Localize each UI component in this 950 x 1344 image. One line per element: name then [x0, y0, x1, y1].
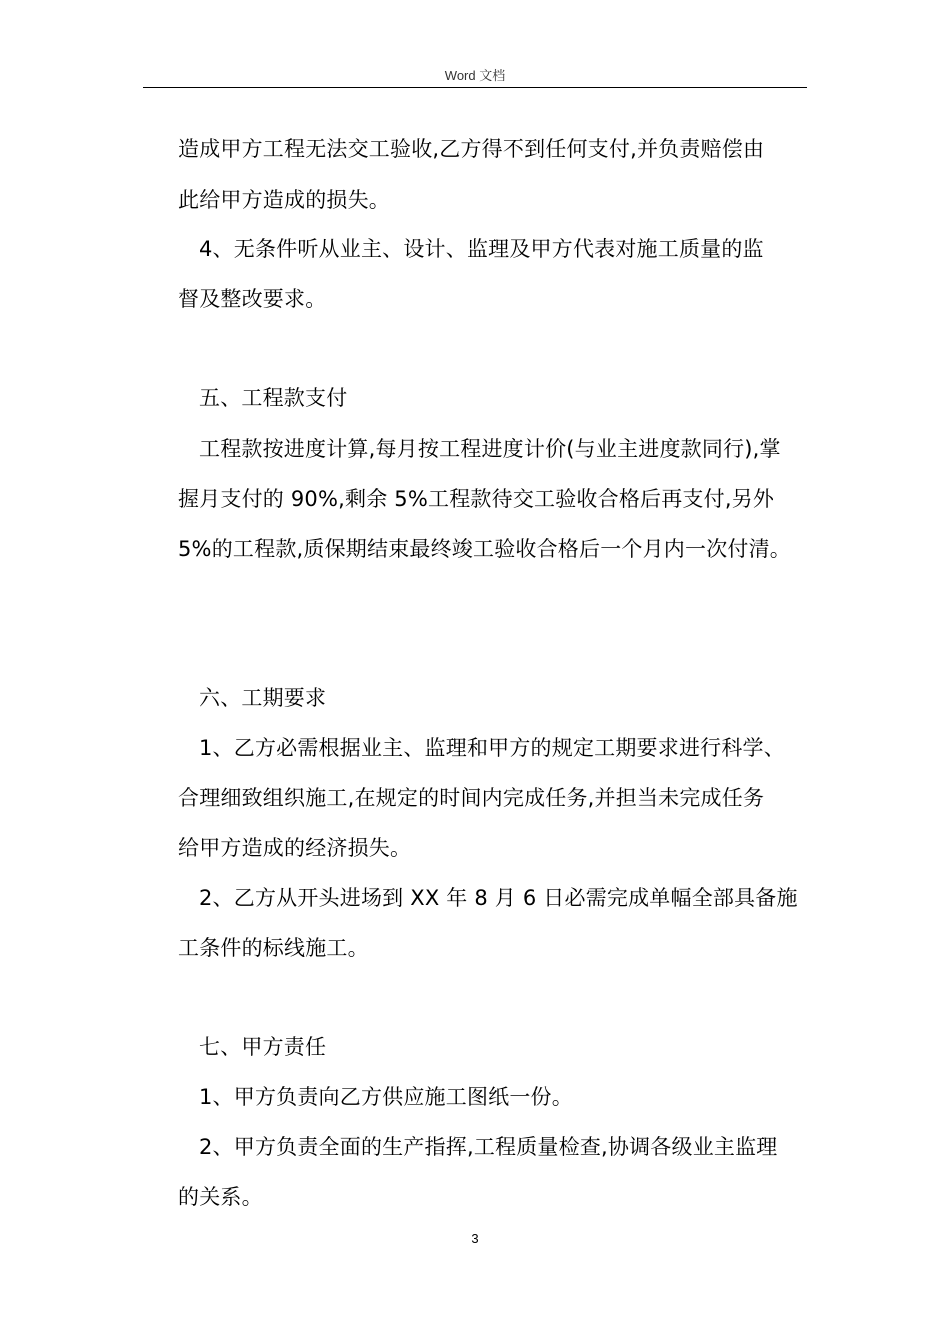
header-divider	[143, 87, 807, 88]
section-heading: 五、工程款支付	[199, 386, 348, 410]
body-line: 此给甲方造成的损失。	[178, 188, 390, 212]
body-line: 合理细致组织施工,在规定的时间内完成任务,并担当未完成任务	[178, 786, 765, 810]
body-line: 工条件的标线施工。	[178, 936, 369, 960]
body-line: 5%的工程款,质保期结束最终竣工验收合格后一个月内一次付清。	[178, 537, 791, 561]
list-item: 2、乙方从开头进场到 XX 年 8 月 6 日必需完成单幅全部具备施	[199, 886, 798, 910]
body-line: 造成甲方工程无法交工验收,乙方得不到任何支付,并负责赔偿由	[178, 137, 765, 161]
body-line: 给甲方造成的经济损失。	[178, 836, 412, 860]
list-item: 1、乙方必需根据业主、监理和甲方的规定工期要求进行科学、	[199, 736, 785, 760]
list-item: 1、甲方负责向乙方供应施工图纸一份。	[199, 1085, 573, 1109]
list-item: 2、甲方负责全面的生产指挥,工程质量检查,协调各级业主监理	[199, 1135, 778, 1159]
body-line: 工程款按进度计算,每月按工程进度计价(与业主进度款同行),掌	[199, 437, 781, 461]
list-item: 4、无条件听从业主、设计、监理及甲方代表对施工质量的监	[199, 237, 764, 261]
page-number: 3	[471, 1231, 479, 1246]
body-line: 督及整改要求。	[178, 287, 327, 311]
section-heading: 七、甲方责任	[199, 1035, 327, 1059]
body-line: 握月支付的 90%,剩余 5%工程款待交工验收合格后再支付,另外	[178, 487, 775, 511]
body-line: 的关系。	[178, 1185, 263, 1209]
page-header-title: Word 文档	[444, 68, 506, 83]
section-heading: 六、工期要求	[199, 686, 327, 710]
